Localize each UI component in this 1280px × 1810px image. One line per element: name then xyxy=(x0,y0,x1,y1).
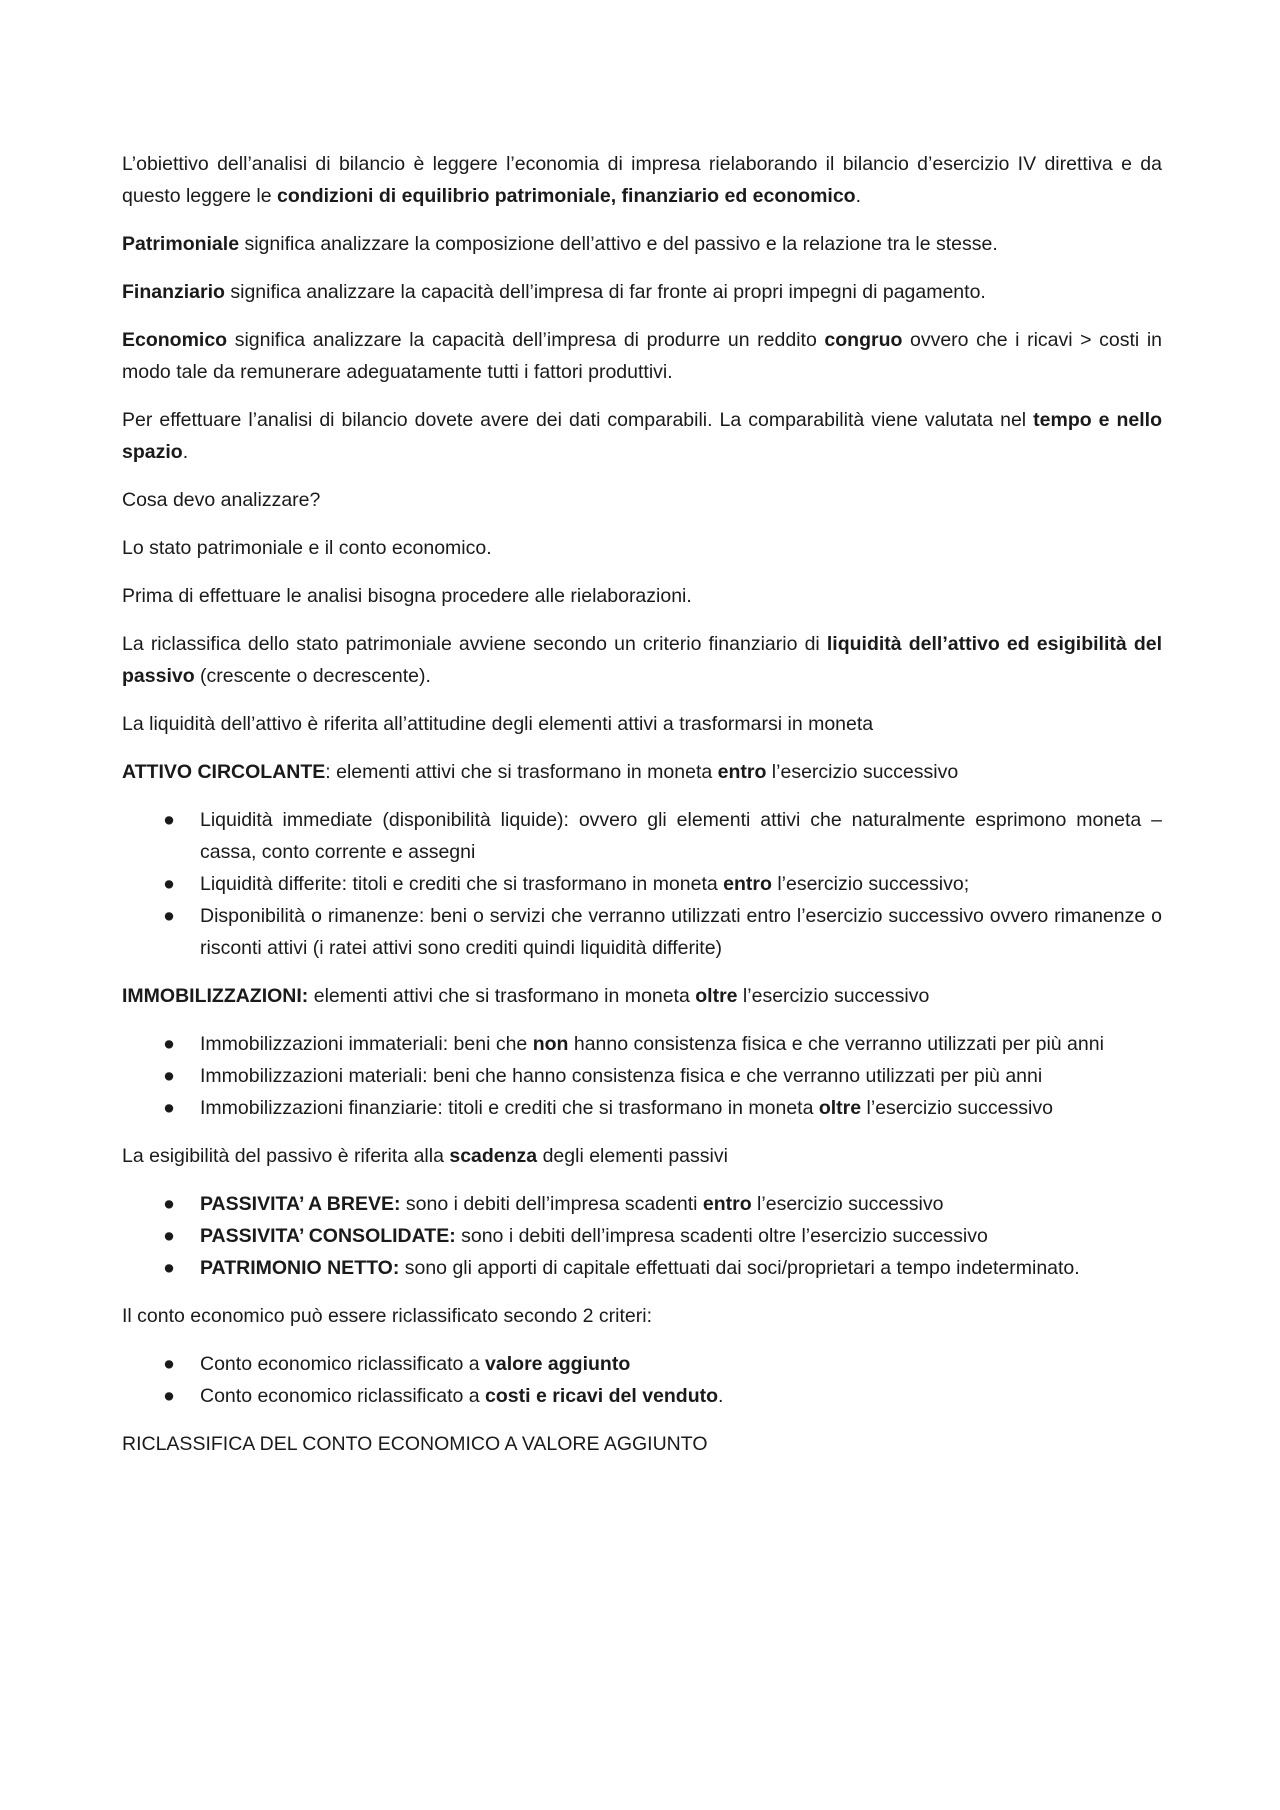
bullet-icon: ● xyxy=(163,1257,175,1279)
answer-paragraph: Lo stato patrimoniale e il conto economico. xyxy=(122,537,492,559)
question-paragraph: Cosa devo analizzare? xyxy=(122,489,321,511)
list-item: ● Immobilizzazioni finanziarie: titoli e crediti che si trasformano in moneta oltre l’esercizio successivo xyxy=(122,1092,1162,1124)
document-page xyxy=(122,148,1162,1476)
list-item: ● Immobilizzazioni immateriali: beni che non hanno consistenza fisica e che verranno utilizzati per più anni xyxy=(122,1028,1162,1060)
bullet-icon: ● xyxy=(163,1225,175,1247)
bullet-icon: ● xyxy=(163,809,175,831)
list-item: ● Immobilizzazioni materiali: beni che hanno consistenza fisica e che verranno utilizzati per più anni xyxy=(122,1060,1162,1092)
immobilizzazioni-heading: IMMOBILIZZAZIONI: elementi attivi che si trasformano in moneta oltre l’esercizio successivo xyxy=(122,985,930,1007)
bullet-icon: ● xyxy=(163,905,175,927)
list-item: ● PASSIVITA’ CONSOLIDATE: sono i debiti dell’impresa scadenti oltre l’esercizio successivo xyxy=(122,1220,1162,1252)
esigibilita-paragraph: La esigibilità del passivo è riferita alla scadenza degli elementi passivi xyxy=(122,1145,728,1167)
bullet-icon: ● xyxy=(163,1193,175,1215)
liquidita-paragraph: La liquidità dell’attivo è riferita all’attitudine degli elementi attivi a trasformarsi in moneta xyxy=(122,713,874,735)
immobilizzazioni-list xyxy=(122,1028,1162,1124)
comparabilita-paragraph: Per effettuare l’analisi di bilancio dovete avere dei dati comparabili. La comparabilità viene valutata nel tempo e nello spazio. xyxy=(122,409,1162,463)
list-item: ● Liquidità differite: titoli e crediti che si trasformano in moneta entro l’esercizio successivo; xyxy=(122,868,1162,900)
list-item: ● Disponibilità o rimanenze: beni o servizi che verranno utilizzati entro l’esercizio successivo ovvero rimanenze o risconti attivi (i ratei attivi sono crediti quindi liquidità differite) xyxy=(122,900,1162,964)
riclassifica-sp-paragraph: La riclassifica dello stato patrimoniale avviene secondo un criterio finanziario di liquidità dell’attivo ed esigibilità del passivo (crescente o decrescente). xyxy=(122,633,1162,687)
list-item: ● PATRIMONIO NETTO: sono gli apporti di capitale effettuati dai soci/proprietari a tempo indeterminato. xyxy=(122,1252,1162,1284)
intro-emphasis: condizioni di equilibrio patrimoniale, finanziario ed economico xyxy=(277,185,856,207)
bullet-icon: ● xyxy=(163,1385,175,1407)
bullet-icon: ● xyxy=(163,873,175,895)
rielaborazioni-paragraph: Prima di effettuare le analisi bisogna procedere alle rielaborazioni. xyxy=(122,585,692,607)
patrimoniale-paragraph: Patrimoniale significa analizzare la composizione dell’attivo e del passivo e la relazione tra le stesse. xyxy=(122,233,998,255)
bullet-icon: ● xyxy=(163,1353,175,1375)
bullet-icon: ● xyxy=(163,1065,175,1087)
bullet-icon: ● xyxy=(163,1033,175,1055)
list-item: ● Conto economico riclassificato a valore aggiunto xyxy=(122,1348,1162,1380)
intro-paragraph: L’obiettivo dell’analisi di bilancio è leggere l’economia di impresa rielaborando il bilancio d’esercizio IV direttiva e da questo leggere le condizioni di equilibrio patrimoniale, finanziario ed economico. xyxy=(122,153,1162,207)
attivo-circolante-list xyxy=(122,804,1162,964)
list-item: ● Conto economico riclassificato a costi e ricavi del venduto. xyxy=(122,1380,1162,1412)
section-heading: RICLASSIFICA DEL CONTO ECONOMICO A VALORE AGGIUNTO xyxy=(122,1433,708,1455)
list-item: ● PASSIVITA’ A BREVE: sono i debiti dell’impresa scadenti entro l’esercizio successivo xyxy=(122,1188,1162,1220)
conto-economico-paragraph: Il conto economico può essere riclassificato secondo 2 criteri: xyxy=(122,1305,653,1327)
list-item: ● Liquidità immediate (disponibilità liquide): ovvero gli elementi attivi che naturalmente esprimono moneta – cassa, conto corrente e assegni xyxy=(122,804,1162,868)
conto-economico-list xyxy=(122,1348,1162,1412)
economico-paragraph: Economico significa analizzare la capacità dell’impresa di produrre un reddito congruo ovvero che i ricavi > costi in modo tale da remunerare adeguatamente tutti i fattori produttivi. xyxy=(122,329,1163,383)
attivo-circolante-heading: ATTIVO CIRCOLANTE: elementi attivi che si trasformano in moneta entro l’esercizio successivo xyxy=(122,761,959,783)
bullet-icon: ● xyxy=(163,1097,175,1119)
passivita-list xyxy=(122,1188,1162,1284)
finanziario-paragraph: Finanziario significa analizzare la capacità dell’impresa di far fronte ai propri impegni di pagamento. xyxy=(122,281,986,303)
